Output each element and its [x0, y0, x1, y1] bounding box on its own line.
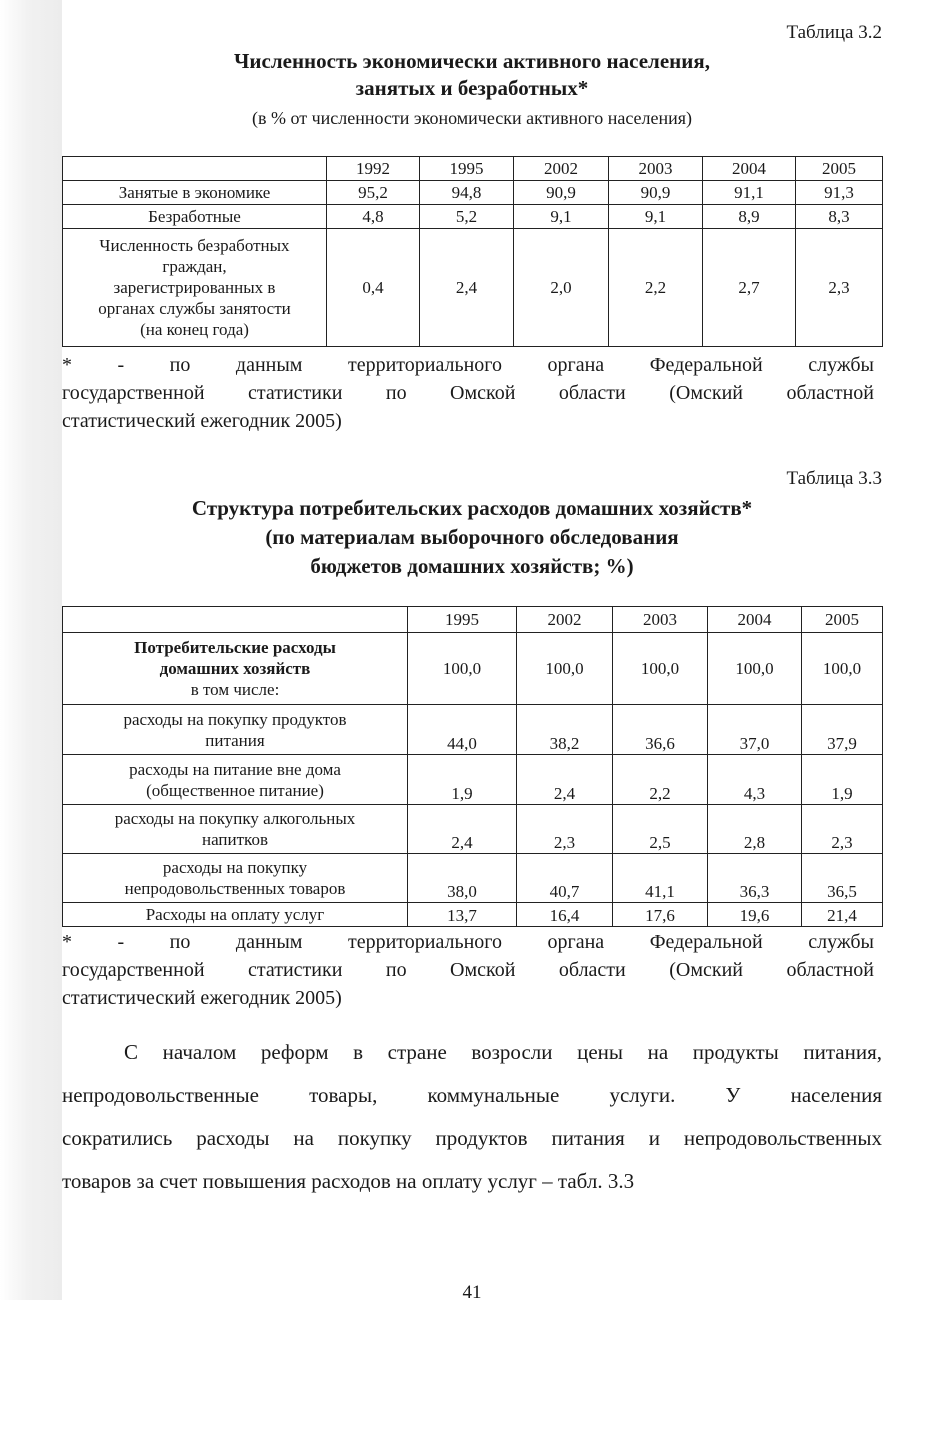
table2-value-cell: 40,7 [517, 854, 613, 903]
footnote-line: статистический ежегодник 2005) [62, 987, 342, 1009]
table2-row-label-line: (общественное питание) [146, 780, 324, 800]
table2-row-label [63, 903, 408, 927]
table2-value-cell: 36,5 [802, 854, 883, 903]
table2-row-label-line: Расходы на оплату услуг [145, 905, 325, 924]
table2-value-cell: 100,0 [408, 633, 517, 705]
table2-row-label-line: непродовольственных товаров [124, 879, 346, 898]
table2-row [63, 805, 883, 854]
table2-row-label [63, 705, 408, 755]
table2-header-row [63, 607, 883, 633]
table1-row [63, 205, 883, 229]
table2-row-label-line: расходы на покупку алкогольных [114, 809, 356, 828]
table2-year-header: 2005 [802, 607, 883, 633]
table2-row [63, 854, 883, 903]
table2-year-header: 2002 [517, 607, 613, 633]
table1-corner-cell [63, 157, 327, 181]
table1 [62, 156, 883, 347]
table1-year-header: 2005 [796, 157, 883, 181]
table1-row-label-line: зарегистрированных в [113, 278, 276, 297]
table1-year-header: 2003 [609, 157, 703, 181]
table1-row [63, 181, 883, 205]
paragraph-line: непродовольственные товары, коммунальные услуги. У населения [62, 1083, 882, 1107]
table1-value-cell: 2,4 [420, 229, 514, 347]
table1-value-cell: 94,8 [420, 181, 514, 205]
table2-row [63, 755, 883, 805]
table1-title-line: Численность экономически активного населения, [234, 49, 710, 73]
table1-year-header: 2004 [703, 157, 796, 181]
table2-row [63, 633, 883, 705]
table2-value-cell: 1,9 [408, 755, 517, 805]
table2-value-cell: 41,1 [613, 854, 708, 903]
table2-row-label-line: расходы на покупку [162, 858, 308, 877]
paragraph-line: С началом реформ в стране возросли цены на продукты питания, [124, 1040, 882, 1064]
table2-row [63, 903, 883, 927]
table1-value-cell: 9,1 [609, 205, 703, 229]
table2-year-header: 2004 [708, 607, 802, 633]
table1-year-header: 1995 [420, 157, 514, 181]
table2-value-cell: 38,0 [408, 854, 517, 903]
table1-value-cell: 2,0 [514, 229, 609, 347]
paragraph-line: товаров за счет повышения расходов на оплату услуг – табл. 3.3 [62, 1169, 635, 1193]
table1-value-cell: 91,1 [703, 181, 796, 205]
table2-title [62, 494, 882, 581]
table2-value-cell: 1,9 [802, 755, 883, 805]
body-paragraph [62, 1031, 882, 1203]
table1-row-label-line: граждан, [162, 257, 227, 276]
table2-title-line: бюджетов домашних хозяйств; %) [310, 554, 634, 578]
table2-value-cell: 4,3 [708, 755, 802, 805]
table1-title-line: занятых и безработных* [355, 76, 589, 100]
table1-label: Таблица 3.2 [786, 22, 882, 43]
table1-row-label-line: (на конец года) [140, 320, 249, 339]
table2-row-label [63, 805, 408, 854]
table2-value-cell: 13,7 [408, 903, 517, 927]
table2-value-cell: 100,0 [802, 633, 883, 705]
table1-value-cell: 95,2 [327, 181, 420, 205]
table1-year-header: 2002 [514, 157, 609, 181]
table2-label: Таблица 3.3 [786, 468, 882, 489]
table2-value-cell: 44,0 [408, 705, 517, 755]
paragraph-line: сократились расходы на покупку продуктов питания и непродовольственных [62, 1126, 882, 1150]
table2 [62, 606, 883, 927]
table2-row-label [63, 854, 408, 903]
table1-row-label-line: Численность безработных [99, 236, 290, 255]
table1-header-row [63, 157, 883, 181]
table2-value-cell: 17,6 [613, 903, 708, 927]
table2-value-cell: 36,6 [613, 705, 708, 755]
table1-value-cell: 8,9 [703, 205, 796, 229]
table1-row-label [63, 205, 327, 229]
table2-value-cell: 2,5 [613, 805, 708, 854]
table1-row-label-line: органах службы занятости [98, 299, 291, 318]
table1-title [62, 48, 882, 102]
table1-value-cell: 9,1 [514, 205, 609, 229]
table2-year-header: 2003 [613, 607, 708, 633]
table1-value-cell: 90,9 [514, 181, 609, 205]
table2-row-label-bold: домашних хозяйств [159, 659, 311, 678]
table2-value-cell: 2,8 [708, 805, 802, 854]
table2-value-cell: 2,3 [802, 805, 883, 854]
document-page [62, 0, 882, 1439]
table2-footnote [62, 928, 874, 1012]
scan-shadow [0, 0, 62, 1300]
table2-value-cell: 37,9 [802, 705, 883, 755]
table2-year-header: 1995 [408, 607, 517, 633]
table2-row-label-line: напитков [202, 830, 268, 849]
table2-row [63, 705, 883, 755]
table1-row-label [63, 229, 327, 347]
table2-row-label-bold: Потребительские расходы [134, 638, 336, 657]
table1-subtitle: (в % от численности экономически активного населения) [251, 108, 693, 128]
table2-row-label [63, 755, 408, 805]
table1-row-label-line: Занятые в экономике [118, 183, 271, 202]
footnote-line: государственной статистики по Омской области (Омский областной [62, 959, 874, 981]
page-number: 41 [462, 1282, 482, 1303]
table2-title-line: (по материалам выборочного обследования [265, 525, 679, 549]
table1-value-cell: 8,3 [796, 205, 883, 229]
table2-row-label [63, 633, 408, 705]
table1-year-header: 1992 [327, 157, 420, 181]
table2-value-cell: 38,2 [517, 705, 613, 755]
table1-value-cell: 2,3 [796, 229, 883, 347]
table1-value-cell: 2,2 [609, 229, 703, 347]
table1-footnote [62, 351, 874, 435]
table2-value-cell: 100,0 [613, 633, 708, 705]
table2-value-cell: 100,0 [708, 633, 802, 705]
table2-value-cell: 2,2 [613, 755, 708, 805]
table2-corner-cell [63, 607, 408, 633]
footnote-line: * - по данным территориального органа Федеральной службы [62, 931, 874, 953]
table1-row-label [63, 181, 327, 205]
table2-value-cell: 37,0 [708, 705, 802, 755]
footnote-line: государственной статистики по Омской области (Омский областной [62, 382, 874, 404]
table2-value-cell: 21,4 [802, 903, 883, 927]
table2-row-label-line: питания [205, 730, 265, 750]
table2-row-label-line: расходы на питание вне дома [129, 759, 341, 779]
table1-value-cell: 91,3 [796, 181, 883, 205]
table2-value-cell: 100,0 [517, 633, 613, 705]
table2-value-cell: 2,3 [517, 805, 613, 854]
table1-row [63, 229, 883, 347]
table1-row-label-line: Безработные [148, 207, 241, 226]
table2-value-cell: 19,6 [708, 903, 802, 927]
table2-title-line: Структура потребительских расходов домашних хозяйств* [191, 496, 753, 520]
table1-value-cell: 2,7 [703, 229, 796, 347]
footnote-line: * - по данным территориального органа Федеральной службы [62, 354, 874, 376]
table1-value-cell: 4,8 [327, 205, 420, 229]
table1-value-cell: 0,4 [327, 229, 420, 347]
table1-value-cell: 5,2 [420, 205, 514, 229]
table2-value-cell: 36,3 [708, 854, 802, 903]
table2-row-label-line: расходы на покупку продуктов [123, 709, 347, 729]
table2-value-cell: 2,4 [517, 755, 613, 805]
table1-value-cell: 90,9 [609, 181, 703, 205]
footnote-line: статистический ежегодник 2005) [62, 410, 342, 432]
table2-row-label-line: в том числе: [190, 680, 280, 699]
table2-value-cell: 2,4 [408, 805, 517, 854]
table2-value-cell: 16,4 [517, 903, 613, 927]
